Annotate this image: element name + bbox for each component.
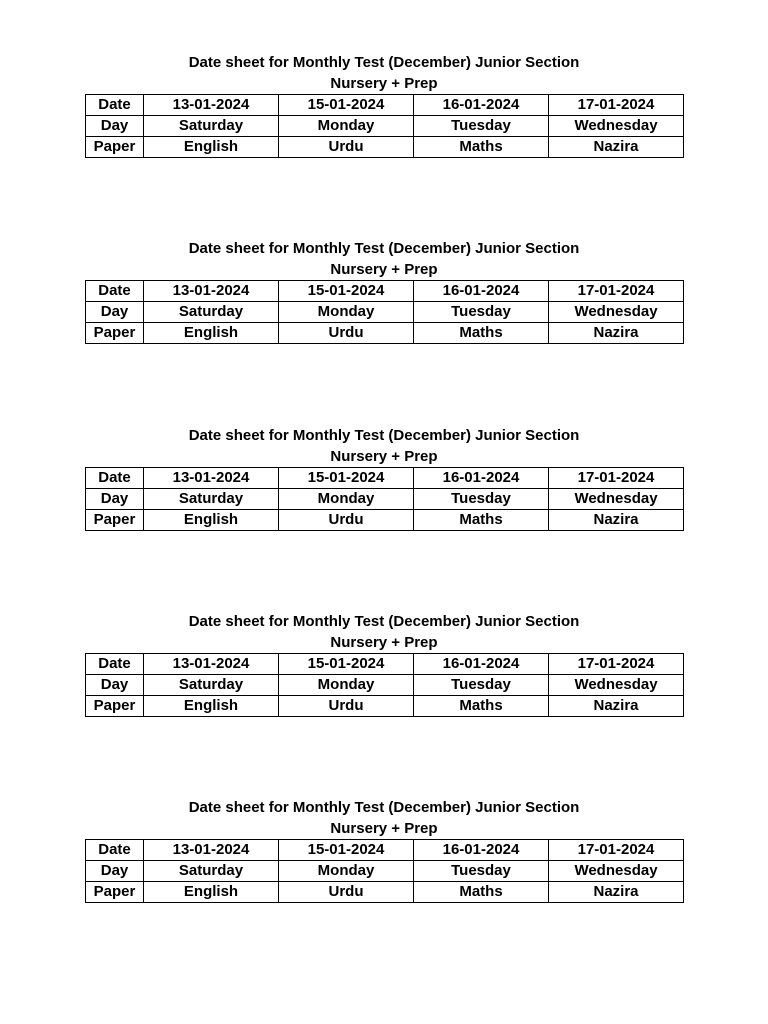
table-cell: 13-01-2024 [144,281,279,302]
date-sheet-3 [85,425,683,531]
sheet-title: Date sheet for Monthly Test (December) Junior Section [188,427,580,444]
row-label-day: Day [86,489,144,510]
table-cell: Monday [279,116,414,137]
table-cell: 16-01-2024 [414,840,549,861]
table-cell: 16-01-2024 [414,468,549,489]
table-cell: English [144,137,279,158]
sheet-subtitle: Nursery + Prep [330,820,438,837]
table-cell: Monday [279,302,414,323]
table-cell: Tuesday [414,675,549,696]
row-label-date: Date [86,840,144,861]
table-cell: Maths [414,510,549,531]
table-cell: 16-01-2024 [414,654,549,675]
table-cell: 13-01-2024 [144,468,279,489]
table-cell: Tuesday [414,489,549,510]
table-cell: Saturday [144,675,279,696]
table-cell: 17-01-2024 [549,281,684,302]
table-cell: Wednesday [549,302,684,323]
table-cell: Saturday [144,116,279,137]
table-cell: Nazira [549,696,684,717]
row-label-day: Day [86,861,144,882]
table-cell: 15-01-2024 [279,840,414,861]
row-label-paper: Paper [86,882,144,903]
table-row-date [86,468,684,489]
table-cell: Wednesday [549,675,684,696]
table-cell: English [144,882,279,903]
table-cell: Tuesday [414,302,549,323]
table-cell: Wednesday [549,861,684,882]
table-cell: 15-01-2024 [279,654,414,675]
table-cell: Maths [414,696,549,717]
table-cell: English [144,696,279,717]
table-row-day [86,116,684,137]
table-cell: 15-01-2024 [279,95,414,116]
table-row-date [86,95,684,116]
table-cell: Urdu [279,882,414,903]
row-label-paper: Paper [86,696,144,717]
row-label-date: Date [86,468,144,489]
table-cell: Tuesday [414,116,549,137]
table-cell: 13-01-2024 [144,95,279,116]
table-cell: English [144,510,279,531]
row-label-day: Day [86,675,144,696]
table-row-paper [86,696,684,717]
table-cell: 16-01-2024 [414,95,549,116]
table-cell: Maths [414,882,549,903]
row-label-day: Day [86,302,144,323]
table-cell: Saturday [144,861,279,882]
table-cell: Urdu [279,696,414,717]
table-cell: Monday [279,861,414,882]
table-cell: Saturday [144,302,279,323]
table-row-paper [86,137,684,158]
table-cell: 17-01-2024 [549,468,684,489]
table-cell: Nazira [549,137,684,158]
table-cell: Urdu [279,510,414,531]
sheet-subtitle: Nursery + Prep [330,448,438,465]
date-sheet-table [85,839,684,903]
table-cell: Wednesday [549,116,684,137]
table-cell: Maths [414,323,549,344]
table-row-date [86,654,684,675]
table-cell: Nazira [549,510,684,531]
table-cell: 17-01-2024 [549,95,684,116]
sheet-subtitle: Nursery + Prep [330,75,438,92]
table-cell: Maths [414,137,549,158]
table-row-paper [86,323,684,344]
table-cell: Monday [279,675,414,696]
table-cell: 17-01-2024 [549,654,684,675]
table-cell: Nazira [549,882,684,903]
row-label-paper: Paper [86,510,144,531]
table-cell: 15-01-2024 [279,281,414,302]
date-sheet-5 [85,797,683,903]
table-cell: Urdu [279,137,414,158]
table-cell: 13-01-2024 [144,840,279,861]
table-row-day [86,302,684,323]
date-sheet-4 [85,611,683,717]
table-row-day [86,675,684,696]
date-sheet-1 [85,52,683,158]
sheet-subtitle: Nursery + Prep [330,634,438,651]
table-row-date [86,281,684,302]
table-cell: Urdu [279,323,414,344]
table-cell: Wednesday [549,489,684,510]
table-cell: Tuesday [414,861,549,882]
table-row-paper [86,510,684,531]
table-row-day [86,489,684,510]
table-cell: Saturday [144,489,279,510]
sheet-title: Date sheet for Monthly Test (December) Junior Section [188,799,580,816]
row-label-date: Date [86,654,144,675]
row-label-day: Day [86,116,144,137]
table-cell: 13-01-2024 [144,654,279,675]
date-sheet-table [85,94,684,158]
row-label-paper: Paper [86,137,144,158]
sheet-title: Date sheet for Monthly Test (December) Junior Section [188,54,580,71]
sheet-title: Date sheet for Monthly Test (December) Junior Section [188,240,580,257]
table-row-day [86,861,684,882]
sheet-title: Date sheet for Monthly Test (December) Junior Section [188,613,580,630]
row-label-date: Date [86,281,144,302]
row-label-date: Date [86,95,144,116]
date-sheet-table [85,467,684,531]
date-sheet-2 [85,238,683,344]
table-cell: Monday [279,489,414,510]
table-cell: 17-01-2024 [549,840,684,861]
table-cell: 15-01-2024 [279,468,414,489]
table-cell: 16-01-2024 [414,281,549,302]
table-row-paper [86,882,684,903]
date-sheet-table [85,280,684,344]
table-cell: English [144,323,279,344]
sheet-subtitle: Nursery + Prep [330,261,438,278]
date-sheet-table [85,653,684,717]
table-cell: Nazira [549,323,684,344]
row-label-paper: Paper [86,323,144,344]
table-row-date [86,840,684,861]
